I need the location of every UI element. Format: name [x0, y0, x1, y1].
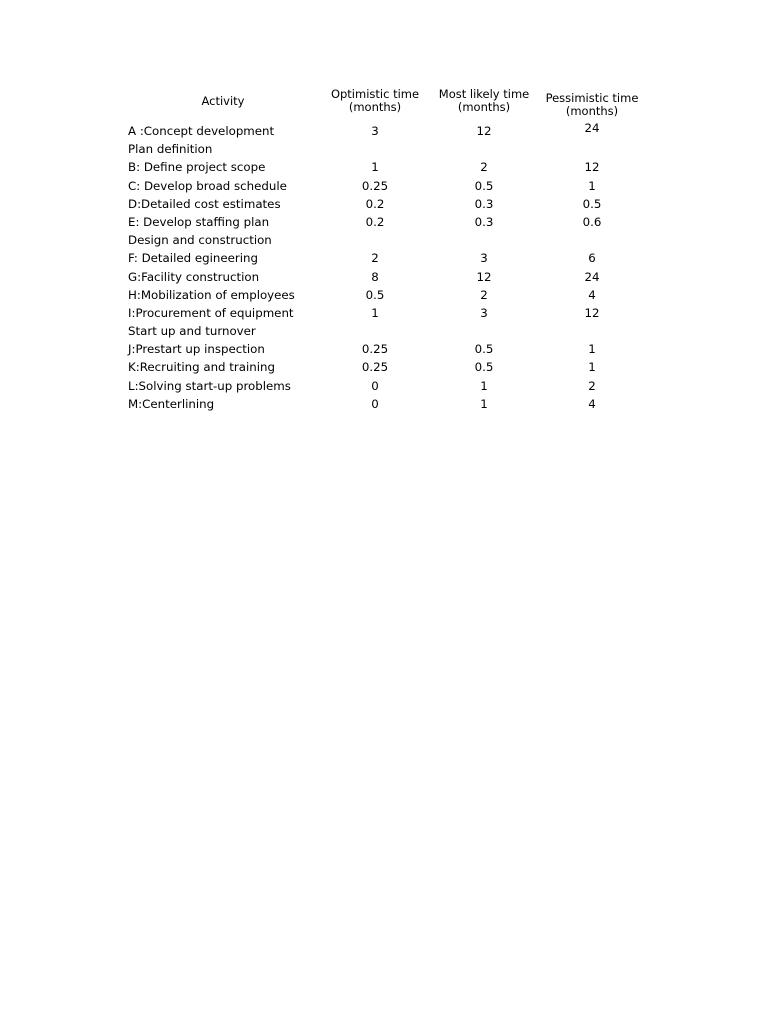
table-row — [128, 195, 658, 213]
table-row — [128, 249, 658, 267]
pessimistic-cell: 1 — [588, 178, 596, 193]
activity-name-cell: A :Concept development — [128, 124, 275, 138]
most-likely-cell: 0.5 — [474, 342, 494, 357]
table-row — [128, 231, 658, 249]
table-row — [128, 122, 658, 140]
header-pessimistic-line-2: (months) — [565, 104, 619, 118]
activity-name-cell: K:Recruiting and training — [128, 360, 275, 375]
most-likely-cell: 0.3 — [474, 196, 494, 211]
most-likely-cell: 0.5 — [474, 178, 494, 193]
activity-name-cell: B: Define project scope — [128, 160, 266, 175]
activity-name-cell: M:Centerlining — [128, 396, 215, 411]
most-likely-cell: 1 — [480, 396, 488, 411]
pessimistic-cell: 6 — [588, 251, 596, 266]
table-row — [128, 322, 658, 340]
table-body — [128, 122, 658, 413]
activity-name-cell: J:Prestart up inspection — [128, 342, 265, 357]
optimistic-cell: 1 — [371, 160, 379, 175]
optimistic-cell: 2 — [371, 251, 379, 266]
pessimistic-cell: 12 — [584, 305, 600, 320]
pessimistic-cell: 2 — [588, 378, 596, 393]
activity-name-cell: L:Solving start-up problems — [128, 378, 291, 393]
optimistic-cell: 3 — [371, 124, 379, 138]
pessimistic-cell: 24 — [584, 121, 600, 135]
activity-time-table — [128, 86, 658, 413]
most-likely-cell: 3 — [480, 251, 488, 266]
table-row — [128, 340, 658, 358]
activity-name-cell: E: Develop staffing plan — [128, 214, 270, 229]
table-header — [128, 86, 658, 122]
header-most-likely — [423, 88, 545, 114]
most-likely-cell: 3 — [480, 305, 488, 320]
pessimistic-cell: 1 — [588, 360, 596, 375]
most-likely-cell: 2 — [480, 287, 488, 302]
header-optimistic — [314, 88, 436, 114]
header-most-likely-line-1: Most likely time — [438, 87, 530, 101]
table-row — [128, 140, 658, 158]
header-most-likely-line-2: (months) — [457, 100, 511, 114]
optimistic-cell: 0.25 — [361, 178, 389, 193]
table-row — [128, 395, 658, 413]
table-row — [128, 358, 658, 376]
most-likely-cell: 1 — [480, 378, 488, 393]
pessimistic-cell: 0.5 — [582, 196, 602, 211]
activity-name-cell: D:Detailed cost estimates — [128, 196, 281, 211]
most-likely-cell: 2 — [480, 160, 488, 175]
optimistic-cell: 0 — [371, 378, 379, 393]
most-likely-cell: 0.5 — [474, 360, 494, 375]
table-row — [128, 268, 658, 286]
optimistic-cell: 0.2 — [365, 214, 385, 229]
pessimistic-cell: 0.6 — [582, 214, 602, 229]
activity-name-cell: Design and construction — [128, 233, 272, 248]
table-row — [128, 158, 658, 176]
header-activity — [128, 95, 318, 108]
optimistic-cell: 8 — [371, 269, 379, 284]
activity-name-cell: Plan definition — [128, 142, 213, 157]
activity-name-cell: H:Mobilization of employees — [128, 287, 295, 302]
pessimistic-cell: 4 — [588, 396, 596, 411]
table-row — [128, 304, 658, 322]
pessimistic-cell: 24 — [584, 269, 600, 284]
table-row — [128, 177, 658, 195]
activity-name-cell: Start up and turnover — [128, 324, 256, 339]
optimistic-cell: 1 — [371, 305, 379, 320]
most-likely-cell: 12 — [476, 124, 492, 138]
optimistic-cell: 0.25 — [361, 360, 389, 375]
table-row — [128, 286, 658, 304]
optimistic-cell: 0 — [371, 396, 379, 411]
pessimistic-cell: 4 — [588, 287, 596, 302]
optimistic-cell: 0.25 — [361, 342, 389, 357]
pessimistic-cell: 1 — [588, 342, 596, 357]
pessimistic-cell: 12 — [584, 160, 600, 175]
header-activity-label: Activity — [201, 94, 245, 108]
table-row — [128, 377, 658, 395]
optimistic-cell: 0.5 — [365, 287, 385, 302]
optimistic-cell: 0.2 — [365, 196, 385, 211]
table-row — [128, 213, 658, 231]
most-likely-cell: 0.3 — [474, 214, 494, 229]
activity-name-cell: I:Procurement of equipment — [128, 305, 294, 320]
header-pessimistic-line-1: Pessimistic time — [545, 91, 639, 105]
most-likely-cell: 12 — [476, 269, 492, 284]
header-pessimistic — [531, 92, 653, 118]
activity-name-cell: F: Detailed egineering — [128, 251, 258, 266]
header-optimistic-line-1: Optimistic time — [330, 87, 420, 101]
activity-name-cell: C: Develop broad schedule — [128, 178, 287, 193]
header-optimistic-line-2: (months) — [348, 100, 402, 114]
activity-name-cell: G:Facility construction — [128, 269, 260, 284]
